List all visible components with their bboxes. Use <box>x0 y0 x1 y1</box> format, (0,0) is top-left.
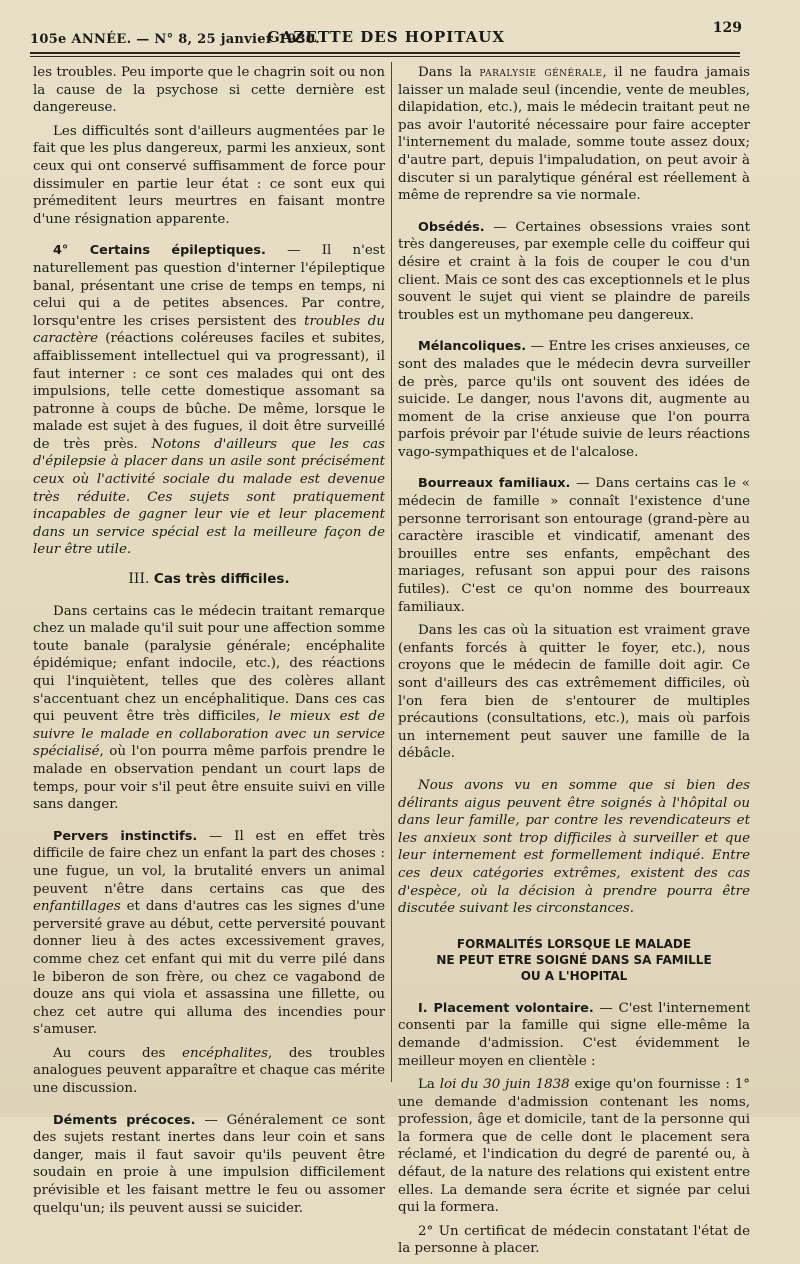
subheading: Obsédés. <box>418 219 485 235</box>
text: exige qu'on fournisse : 1° une demande d'admission contenant les noms, profession, âge et domicile, tant de la personne qui la formera que de celle dont le placement sera réclamé, et l'indication du degré de parenté ou, à défaut, de la nature des relations qui existent entre elles. La demande sera écrite et signée par celui qui la formera. <box>398 1077 750 1216</box>
paragraph-placement <box>398 1000 750 1070</box>
text: — C'est l'internement consenti par la famille qui signe elle-même la demande d'admission. C'est évidemment le meilleur moyen en clientèle : <box>398 1000 750 1069</box>
section-heading: Cas très difficiles. <box>153 571 290 588</box>
text: — Généralement ce sont des sujets restant inertes dans leur coin et sans danger, mais il faut savoir qu'ils peuvent être soudain en proie à une impulsion difficilement prévisible et les faisant mettre le feu ou assomer quelqu'un; ils peuvent aussi se suicider. <box>33 1112 386 1216</box>
formalities-heading <box>398 936 750 984</box>
paragraph <box>33 1045 385 1098</box>
subheading: I. Placement volontaire. <box>418 1000 594 1016</box>
paragraph-melancoliques <box>398 338 750 461</box>
header-rule-thin <box>30 56 740 57</box>
italic-text: troubles du caractère <box>33 313 385 347</box>
text: — Entre les crises anxieuses, ce sont des malades que le médecin devra surveiller de près, parce qu'ils ont souvent des idées de suicide. Le danger, nous l'avons dit, augmente au moment de la crise anxieuse que l'on pourra parfois prévoir par l'étude suivie de leurs réactions vago-sympathiques et de l'alcalose. <box>398 339 750 460</box>
heading-line: NE PEUT ETRE SOIGNÉ DANS SA FAMILLE <box>436 952 712 967</box>
text: — Dans certains cas le « médecin de famille » connaît l'existence d'une personne terrorisant son entourage (grand-père au caractère irascible et vindicatif, amenant des brouilles entre ses enfants, empêchant des mariages, refusant son appui pour des raisons futiles). C'est ce qu'on nomme des bourreaux familiaux. <box>398 476 750 615</box>
page-header <box>30 20 742 54</box>
heading-line: FORMALITÉS LORSQUE LE MALADE <box>456 936 692 951</box>
text: La <box>418 1077 440 1093</box>
paragraph-pervers <box>33 828 385 1039</box>
text: , des troubles analogues peuvent apparaître et chaque cas mérite une discussion. <box>33 1045 385 1097</box>
paragraph-paralysie <box>398 64 750 205</box>
italic-text: enfantillages <box>33 899 121 915</box>
paragraph: 2° Un certificat de médecin constatant l'état de la personne à placer. <box>398 1223 750 1257</box>
paragraph <box>33 603 385 814</box>
paragraph: Les difficultés sont d'ailleurs augmentées par le fait que les plus dangereux, parmi les anxieux, sont ceux qui ont conservé suffisamment de force pour dissimuler en partie leur état : ce sont eux qui prémeditent leurs meurtres en faisant montre d'une résignation apparente. <box>33 123 385 227</box>
paragraph-epileptiques <box>33 242 385 559</box>
paragraph-bourreaux <box>398 475 750 616</box>
text: (réactions coléreuses faciles et subites, affaiblissement intellectuel qui va progressant), il faut interner : ce sont ces malades qui ont des impulsions, telle cette domestique assomant sa patronne à coups de bûche. De même, lorsque le malade est sujet à des fugues, il doit être surveillé de très près. <box>33 331 385 452</box>
header-rule-thick <box>30 52 740 54</box>
text: , où l'on pourra même parfois prendre le malade en observation pendant un court laps de temps, pour voir s'il peut être ensuite suivi en ville sans danger. <box>33 744 385 813</box>
journal-title: GAZETTE DES HOPITAUX <box>266 28 505 46</box>
subheading: Mélancoliques. <box>418 339 527 355</box>
paragraph-obsedes <box>398 219 750 325</box>
issue-line: 105e ANNÉE. — N° 8, 25 janvier 1930. <box>30 32 321 47</box>
left-column <box>33 64 385 1223</box>
italic-text: Notons d'ailleurs que les cas d'épilepsie à placer dans un asile sont précisément ceux où l'activité sociale du malade est devenue très réduite. Ces sujets sont pratiquement incapables de gagner leur vie et leur placement dans un service spécial est la meilleure façon de leur être utile. <box>33 436 385 558</box>
text: Dans la <box>418 65 480 80</box>
text: , il ne faudra jamais laisser un malade seul (incendie, vente de meubles, dilapidation, etc.), mais le médecin traitant peut ne pas avoir l'autorité nécessaire pour faire accepter l'internement du malade, somme toute assez doux; d'autre part, depuis l'impaludation, on peut avoir à discuter si un paralytique général est réellement à même de reprendre sa vie normale. <box>398 65 751 204</box>
text: — Certaines obsessions vraies sont très dangereuses, par exemple celle du coiffeur qui désire et craint à la fois de couper le cou d'un client. Mais ce sont des cas exceptionnels et le plus souvent le sujet qui vient se plaindre de pareils troubles est un mythomane peu dangereux. <box>398 219 750 323</box>
right-column <box>398 64 750 1264</box>
column-divider <box>391 62 392 1082</box>
text: — Il est en effet très difficile de faire chez un enfant la part des choses : une fugue, un vol, la brutalité envers un animal peuvent n'être dans certains cas que des <box>33 828 385 897</box>
subheading: Pervers instinctifs. <box>53 828 198 844</box>
heading-line: OU A L'HOPITAL <box>520 968 628 983</box>
subheading: 4° Certains épileptiques. <box>53 243 266 259</box>
section-number: III. <box>128 571 154 588</box>
paragraph-dements <box>33 1112 385 1218</box>
paragraph: Dans les cas où la situation est vraiment grave (enfants forcés à quitter le foyer, etc.), nous croyons que le médecin de famille doit agir. Ce sont d'ailleurs des cas extrêmement difficiles, où l'on fera bien de s'entourer de multiples précautions (consultations, etc.), mais où parfois un internement peut sauver une famille de la débâcle. <box>398 623 750 762</box>
italic-paragraph: Nous avons vu en somme que si bien des délirants aigus peuvent être soignés à l'hôpital ou dans leur famille, par contre les revendicateurs et les anxieux sont trop difficiles à surveiller et que leur internement est formellement indiqué. Entre ces deux catégories extrêmes, existent des cas d'espèce, où la décision à prendre pourra être discutée suivant les circonstances. <box>398 777 750 917</box>
subheading: Bourreaux familiaux. <box>418 476 571 492</box>
italic-text: encéphalites <box>182 1045 268 1061</box>
text: Dans certains cas le médecin traitant remarque chez un malade qu'il suit pour une affection somme toute banale (paralysie générale; encéphalite épidémique; enfant indocile, etc.), des réactions qui l'inquiètent, telles que des colères allant s'accentuant chez un encéphalitique. Dans ces cas qui peuvent être très difficiles, <box>33 603 385 725</box>
text: et dans d'autres cas les signes d'une perversité grave au début, cette perversité pouvant donner lieu à des actes excessivement graves, comme chez cet enfant qui mit du verre pilé dans le biberon de son frère, ou chez ce vagabond de douze ans qui viola et assassina une fillette, ou chez cet autre qui alluma des incendies pour s'amuser. <box>33 899 385 1038</box>
text: — Il n'est naturellement pas question d'interner l'épileptique banal, présentant une crise de temps en temps, ni celui qui a de petites absences. Par contre, lorsqu'entre les crises persistent des <box>33 243 385 329</box>
italic-text: loi du 30 juin 1838 <box>439 1077 570 1093</box>
paragraph: les troubles. Peu importe que le chagrin soit ou non la cause de la psychose si cette dernière est dangereuse. <box>33 65 385 116</box>
text: Au cours des <box>53 1045 183 1061</box>
section-title <box>33 571 385 589</box>
italic-text: le mieux est de suivre le malade en collaboration avec un service spécialisé <box>33 709 385 760</box>
page-number: 129 <box>712 20 742 36</box>
subheading: Déments précoces. <box>53 1112 196 1128</box>
paragraph-loi <box>398 1076 750 1217</box>
small-caps-text: paralysie générale <box>479 65 603 80</box>
